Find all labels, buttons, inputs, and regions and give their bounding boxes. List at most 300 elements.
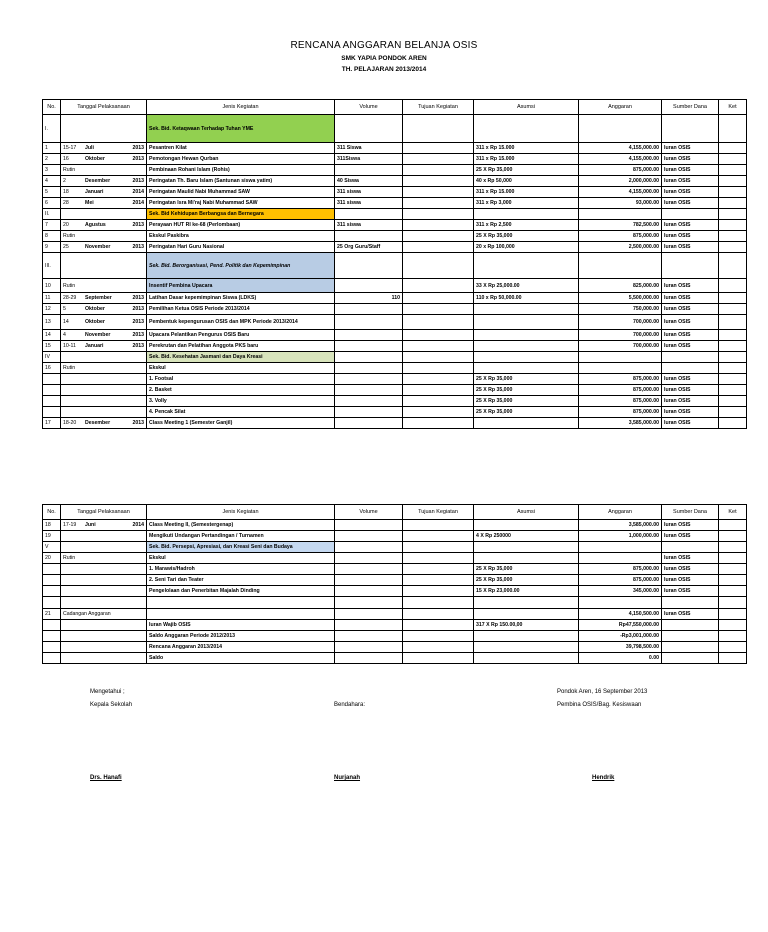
cell-activity: 1. Footsal (147, 374, 335, 385)
cell-source (662, 631, 719, 642)
cell-amount: 875,000.00 (579, 564, 662, 575)
cell-assumption (474, 304, 579, 315)
cell-no: 8 (43, 231, 61, 242)
cell-purpose (403, 363, 474, 374)
cell-volume (335, 315, 403, 330)
cell-volume: 311Siswa (335, 154, 403, 165)
cell-source: Iuran OSIS (662, 293, 719, 304)
cell-volume (335, 352, 403, 363)
cell-purpose (403, 176, 474, 187)
table-row (43, 115, 747, 143)
date-d: 25 (63, 244, 69, 250)
table-row (43, 575, 747, 586)
cell-activity: Peringatan Maulid Nabi Muhammad SAW (147, 187, 335, 198)
cell-purpose (403, 418, 474, 429)
cell-purpose (403, 631, 474, 642)
column-header: Tanggal Pelaksanaan (61, 100, 147, 115)
table-row (43, 418, 747, 429)
cell-assumption (474, 597, 579, 609)
date-y: 2013 (132, 178, 144, 184)
cell-purpose (403, 575, 474, 586)
cell-date (61, 520, 147, 531)
cell-no (43, 396, 61, 407)
cell-amount: 5,500,000.00 (579, 293, 662, 304)
cell-no: 18 (43, 520, 61, 531)
cell-activity: 2. Seni Tari dan Teater (147, 575, 335, 586)
cell-assumption: 33 X Rp 25,000.00 (474, 279, 579, 293)
cell-volume (335, 115, 403, 143)
cell-no (43, 620, 61, 631)
date-d: 10-11 (63, 343, 76, 349)
cell-purpose (403, 542, 474, 553)
date-y: 2014 (132, 522, 144, 528)
column-header: Volume (335, 100, 403, 115)
cell-activity: 3. Volly (147, 396, 335, 407)
column-header: Ket (719, 505, 747, 520)
table-row (43, 154, 747, 165)
date-y: 2013 (132, 145, 144, 151)
table-row (43, 187, 747, 198)
cell-note (719, 279, 747, 293)
table-row (43, 363, 747, 374)
cell-no (43, 597, 61, 609)
cell-date (61, 575, 147, 586)
column-header: Ket (719, 100, 747, 115)
date-m: September (85, 295, 112, 301)
column-header: No. (43, 505, 61, 520)
cell-source: Iuran OSIS (662, 553, 719, 564)
cell-amount: 875,000.00 (579, 231, 662, 242)
table-body (43, 115, 747, 429)
cell-assumption: 25 X Rp 35,000 (474, 575, 579, 586)
cell-amount: 2,000,000.00 (579, 176, 662, 187)
cell-no: 2 (43, 154, 61, 165)
cell-no: 15 (43, 341, 61, 352)
cell-date (61, 341, 147, 352)
cell-activity (147, 609, 335, 620)
cell-volume (335, 407, 403, 418)
cell-source: Iuran OSIS (662, 418, 719, 429)
date-m: Januari (85, 343, 104, 349)
cell-activity: Iuran Wajib OSIS (147, 620, 335, 631)
cell-source: Iuran OSIS (662, 187, 719, 198)
cell-purpose (403, 209, 474, 220)
cell-amount: 3,585,000.00 (579, 418, 662, 429)
sig-left-name: Drs. Hanafi (90, 775, 122, 781)
cell-date: Cadangan Anggaran (61, 609, 147, 620)
cell-volume (335, 542, 403, 553)
cell-no: III. (43, 253, 61, 279)
date-m: Januari (85, 189, 104, 195)
cell-activity: Peringatan Isra Mi'raj Nabi Muhammad SAW (147, 198, 335, 209)
cell-assumption (474, 520, 579, 531)
cell-date (61, 115, 147, 143)
cell-note (719, 209, 747, 220)
date-d: 18-20 (63, 420, 77, 426)
date-m: Juni (85, 522, 96, 528)
date-d: 5 (63, 306, 66, 312)
cell-note (719, 154, 747, 165)
cell-date (61, 154, 147, 165)
cell-activity: Sek. Bid. Berorganisasi, Pend. Politik dan Kepemimpinan (147, 253, 335, 279)
cell-assumption (474, 642, 579, 653)
cell-activity: Perayaan HUT RI ke-68 (Perlombaan) (147, 220, 335, 231)
cell-no (43, 575, 61, 586)
cell-volume (335, 253, 403, 279)
cell-amount: 2,500,000.00 (579, 242, 662, 253)
table-header-row (43, 505, 747, 520)
cell-purpose (403, 564, 474, 575)
table-row (43, 642, 747, 653)
cell-date: Rutin (61, 279, 147, 293)
cell-source (662, 653, 719, 664)
cell-no: 5 (43, 187, 61, 198)
column-header: Asumsi (474, 505, 579, 520)
cell-note (719, 293, 747, 304)
cell-activity: Upacara Pelantikan Pengurus OSIS Baru (147, 330, 335, 341)
cell-note (719, 374, 747, 385)
cell-no: II. (43, 209, 61, 220)
cell-purpose (403, 154, 474, 165)
cell-date (61, 330, 147, 341)
cell-date (61, 374, 147, 385)
cell-volume (335, 209, 403, 220)
cell-volume (335, 520, 403, 531)
cell-note (719, 396, 747, 407)
cell-source: Iuran OSIS (662, 304, 719, 315)
cell-purpose (403, 609, 474, 620)
cell-source (662, 597, 719, 609)
cell-assumption (474, 209, 579, 220)
cell-amount: 0.00 (579, 653, 662, 664)
cell-note (719, 220, 747, 231)
cell-assumption: 25 X Rp 35,000 (474, 385, 579, 396)
cell-volume (335, 597, 403, 609)
date-d: 16 (63, 156, 69, 162)
cell-assumption: 317 X Rp 150.00,00 (474, 620, 579, 631)
cell-note (719, 407, 747, 418)
cell-purpose (403, 597, 474, 609)
cell-activity: Rencana Anggaran 2013/2014 (147, 642, 335, 653)
cell-assumption (474, 363, 579, 374)
cell-no: 21 (43, 609, 61, 620)
table-row (43, 374, 747, 385)
cell-assumption: 311 x Rp 15.000 (474, 187, 579, 198)
cell-date (61, 187, 147, 198)
cell-volume (335, 620, 403, 631)
cell-purpose (403, 315, 474, 330)
cell-purpose (403, 642, 474, 653)
cell-no (43, 631, 61, 642)
cell-purpose (403, 653, 474, 664)
cell-note (719, 253, 747, 279)
table-row (43, 165, 747, 176)
cell-note (719, 520, 747, 531)
cell-date (61, 564, 147, 575)
cell-assumption: 25 X Rp 35,000 (474, 231, 579, 242)
cell-assumption (474, 542, 579, 553)
cell-amount: 875,000.00 (579, 385, 662, 396)
cell-amount: 875,000.00 (579, 407, 662, 418)
cell-volume: 311 siswa (335, 220, 403, 231)
date-m: Oktober (85, 306, 105, 312)
school-name: SMK YAPIA PONDOK AREN (341, 55, 427, 62)
cell-no: 10 (43, 279, 61, 293)
cell-source (662, 253, 719, 279)
cell-purpose (403, 407, 474, 418)
cell-amount (579, 115, 662, 143)
cell-purpose (403, 341, 474, 352)
cell-purpose (403, 143, 474, 154)
cell-purpose (403, 531, 474, 542)
table-row (43, 609, 747, 620)
cell-source: Iuran OSIS (662, 374, 719, 385)
table-row (43, 198, 747, 209)
cell-activity: 1. Marawis/Hadroh (147, 564, 335, 575)
cell-no: 6 (43, 198, 61, 209)
cell-no (43, 642, 61, 653)
date-d: 20 (63, 222, 69, 228)
cell-date: Rutin (61, 553, 147, 564)
cell-source (662, 620, 719, 631)
cell-date (61, 597, 147, 609)
cell-date (61, 352, 147, 363)
cell-activity: Sek. Bid. Ketaqwaan Terhadap Tuhan YME (147, 115, 335, 143)
cell-source: Iuran OSIS (662, 341, 719, 352)
cell-date (61, 642, 147, 653)
budget-table-2 (42, 504, 747, 664)
date-d: 14 (63, 319, 69, 325)
cell-volume: 311 siswa (335, 187, 403, 198)
cell-source: Iuran OSIS (662, 330, 719, 341)
cell-note (719, 315, 747, 330)
cell-assumption: 110 x Rp 50,000.00 (474, 293, 579, 304)
cell-date (61, 293, 147, 304)
cell-source: Iuran OSIS (662, 520, 719, 531)
column-header: Anggaran (579, 100, 662, 115)
date-d: 28-29 (63, 295, 77, 301)
cell-no: 20 (43, 553, 61, 564)
date-d: 28 (63, 200, 69, 206)
table-row (43, 242, 747, 253)
cell-activity: Pembinaan Rohani Islam (Rohis) (147, 165, 335, 176)
cell-date (61, 242, 147, 253)
table-row (43, 330, 747, 341)
cell-purpose (403, 304, 474, 315)
cell-date (61, 620, 147, 631)
cell-source (662, 209, 719, 220)
academic-year: TH. PELAJARAN 2013/2014 (341, 66, 427, 73)
cell-assumption (474, 115, 579, 143)
cell-no (43, 653, 61, 664)
column-header: Asumsi (474, 100, 579, 115)
cell-volume (335, 586, 403, 597)
cell-assumption: 25 X Rp 35,000 (474, 407, 579, 418)
cell-purpose (403, 220, 474, 231)
cell-note (719, 304, 747, 315)
cell-source (662, 363, 719, 374)
cell-assumption: 25 X Rp 35,000 (474, 165, 579, 176)
budget-table-1 (42, 99, 747, 429)
column-header: Volume (335, 505, 403, 520)
cell-note (719, 586, 747, 597)
table-row (43, 553, 747, 564)
cell-amount (579, 597, 662, 609)
column-header: Tanggal Pelaksanaan (61, 505, 147, 520)
cell-note (719, 531, 747, 542)
sig-left-line1: Mengetahui ; (90, 689, 125, 695)
cell-purpose (403, 520, 474, 531)
document-title: RENCANA ANGGARAN BELANJA OSIS (290, 40, 478, 51)
cell-no (43, 564, 61, 575)
cell-note (719, 597, 747, 609)
cell-date (61, 542, 147, 553)
date-y: 2014 (132, 189, 144, 195)
cell-amount: 700,000.00 (579, 330, 662, 341)
cell-date (61, 396, 147, 407)
cell-activity: Pemilihan Ketua OSIS Periode 2013/2014 (147, 304, 335, 315)
cell-amount: Rp47,550,000.00 (579, 620, 662, 631)
cell-purpose (403, 385, 474, 396)
cell-date: Rutin (61, 363, 147, 374)
cell-assumption: 311 x Rp 15.000 (474, 143, 579, 154)
table-row (43, 564, 747, 575)
date-y: 2013 (132, 222, 144, 228)
column-header: Anggaran (579, 505, 662, 520)
cell-note (719, 198, 747, 209)
cell-activity: Peringatan Hari Guru Nasional (147, 242, 335, 253)
cell-date (61, 176, 147, 187)
cell-note (719, 418, 747, 429)
cell-activity: Sek. Bid Kehidupan Berbangsa dan Bernegara (147, 209, 335, 220)
cell-source: Iuran OSIS (662, 279, 719, 293)
cell-date (61, 418, 147, 429)
cell-volume (335, 564, 403, 575)
cell-note (719, 231, 747, 242)
cell-purpose (403, 586, 474, 597)
table-row (43, 315, 747, 330)
cell-amount: -Rp3,001,000.00 (579, 631, 662, 642)
cell-note (719, 575, 747, 586)
cell-amount: 825,000.00 (579, 279, 662, 293)
table-row (43, 407, 747, 418)
table-row (43, 209, 747, 220)
date-m: Desember (85, 178, 111, 184)
table-row (43, 631, 747, 642)
cell-activity: Sek. Bid. Persepsi, Apresiasi, dan Kreasi Seni dan Budaya (147, 542, 335, 553)
cell-volume (335, 165, 403, 176)
cell-activity: Latihan Dasar kepemimpinan Siswa (LDKS) (147, 293, 335, 304)
cell-purpose (403, 374, 474, 385)
cell-no (43, 374, 61, 385)
cell-source (662, 352, 719, 363)
cell-date (61, 304, 147, 315)
cell-source: Iuran OSIS (662, 385, 719, 396)
cell-activity: Saldo (147, 653, 335, 664)
cell-purpose (403, 352, 474, 363)
date-y: 2013 (132, 306, 144, 312)
cell-volume (335, 418, 403, 429)
cell-source: Iuran OSIS (662, 575, 719, 586)
cell-assumption (474, 315, 579, 330)
sig-right-line2: Pembina OSIS/Bag. Kesiswaan (557, 702, 642, 708)
date-d: 4 (63, 332, 66, 338)
cell-volume: 25 Org Guru/Staff (335, 242, 403, 253)
cell-activity: Pengelolaan dan Penerbitan Majalah Dinding (147, 586, 335, 597)
cell-assumption (474, 653, 579, 664)
cell-date (61, 220, 147, 231)
cell-date (61, 653, 147, 664)
table-row (43, 304, 747, 315)
table-row (43, 620, 747, 631)
cell-volume (335, 631, 403, 642)
cell-note (719, 609, 747, 620)
cell-activity: Sek. Bid. Kesehatan Jasmani dan Daya Kreasi (147, 352, 335, 363)
table-row (43, 176, 747, 187)
cell-amount: 750,000.00 (579, 304, 662, 315)
cell-assumption: 20 x Rp 100,000 (474, 242, 579, 253)
date-m: November (85, 244, 111, 250)
cell-note (719, 187, 747, 198)
cell-activity: 2. Basket (147, 385, 335, 396)
cell-amount: 345,000.00 (579, 586, 662, 597)
cell-purpose (403, 242, 474, 253)
table-row (43, 341, 747, 352)
cell-no: 13 (43, 315, 61, 330)
cell-purpose (403, 553, 474, 564)
date-y: 2013 (132, 332, 144, 338)
date-m: Oktober (85, 156, 105, 162)
cell-amount: 4,155,000.00 (579, 187, 662, 198)
cell-amount (579, 553, 662, 564)
cell-amount: 875,000.00 (579, 374, 662, 385)
date-d: 15-17 (63, 145, 77, 151)
cell-assumption (474, 418, 579, 429)
cell-amount: 4,150,500.00 (579, 609, 662, 620)
cell-date (61, 631, 147, 642)
cell-amount (579, 352, 662, 363)
cell-amount: 700,000.00 (579, 315, 662, 330)
cell-no: 4 (43, 176, 61, 187)
cell-no: 16 (43, 363, 61, 374)
cell-no: 11 (43, 293, 61, 304)
cell-source: Iuran OSIS (662, 143, 719, 154)
table-body (43, 520, 747, 664)
cell-amount: 875,000.00 (579, 396, 662, 407)
sig-right-line1: Pondok Aren, 16 September 2013 (557, 689, 648, 695)
cell-purpose (403, 115, 474, 143)
cell-volume (335, 609, 403, 620)
cell-purpose (403, 279, 474, 293)
cell-source: Iuran OSIS (662, 198, 719, 209)
table-row (43, 220, 747, 231)
cell-volume (335, 363, 403, 374)
cell-date (61, 315, 147, 330)
cell-activity: 4. Pencak Silat (147, 407, 335, 418)
cell-no: 9 (43, 242, 61, 253)
cell-note (719, 553, 747, 564)
cell-source: Iuran OSIS (662, 165, 719, 176)
cell-no (43, 586, 61, 597)
cell-assumption: 311 x Rp 15.000 (474, 154, 579, 165)
cell-activity: Pemotongan Hewan Qurban (147, 154, 335, 165)
cell-volume (335, 653, 403, 664)
cell-date (61, 253, 147, 279)
cell-amount: 93,000.00 (579, 198, 662, 209)
cell-note (719, 653, 747, 664)
column-header: Tujuan Kegiatan (403, 100, 474, 115)
cell-source (662, 115, 719, 143)
